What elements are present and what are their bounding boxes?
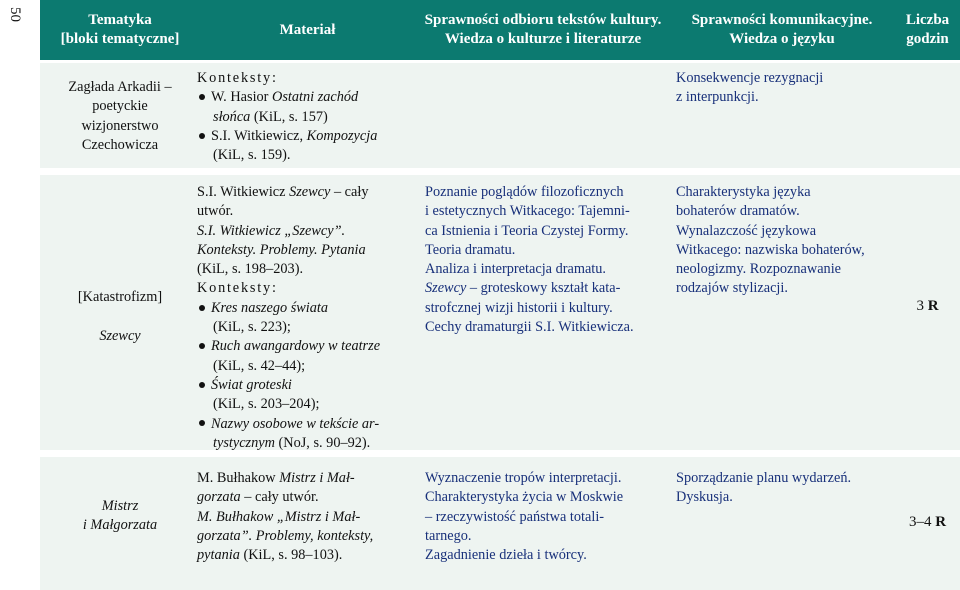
- bullet-icon: [199, 133, 205, 139]
- header-komunikacja: Sprawności komunikacyjne. Wiedza o języku: [691, 12, 873, 47]
- page-number: 50: [7, 7, 23, 22]
- bullet-icon: [199, 343, 205, 349]
- bullet-icon: [199, 94, 205, 100]
- row-hours: 3–4 R: [908, 514, 947, 530]
- header-odbior: Sprawności odbioru tekstów kultury. Wiedza o kulturze i literaturze: [424, 12, 662, 47]
- row-hours: 3 R: [916, 298, 939, 314]
- row-reception: Wyznaczenie tropów interpretacji. Charakterystyka życia w Moskwie – rzeczywistość państwa totali- tarnego. Zagadnienie dzieła i twórcy.: [425, 470, 624, 564]
- table-row: [40, 175, 960, 450]
- header-godziny: Liczba godzin: [905, 12, 950, 47]
- row-communication: Charakterystyka języka bohaterów dramatów. Wynalazczość językowa Witkacego: nazwiska bohaterów, neologizmy. Rozpoznawanie rodzajów stylizacji.: [676, 184, 865, 297]
- row-material: S.I. Witkiewicz Szewcy – cały utwór. S.I. Witkiewicz „Szewcy”. Konteksty. Problemy. Pytania (KiL, s. 198–203). Konteksty: Kres naszego świata (KiL, s. 223); Ruch awangardowy w teatrze (KiL, s. 42–44); Świat groteski (KiL, s. 203–204); Nazwy osobowe w tekście ar- tystycznym (NoJ, s. 90–92).: [197, 184, 381, 451]
- bullet-icon: [199, 420, 205, 426]
- bullet-icon: [199, 382, 205, 388]
- table-row: [40, 457, 960, 590]
- row-reception: Poznanie poglądów filozoficznych i estetycznych Witkacego: Tajemni- ca Istnienia i Teoria Czystej Formy. Teoria dramatu. Analiza i interpretacja dramatu. Szewcy – groteskowy kształt kata- strofcznej wizji historii i kultury. Cechy dramaturgii S.I. Witkiewicza.: [425, 184, 634, 336]
- header-tematyka: Tematyka [bloki tematyczne]: [60, 12, 180, 47]
- table-row: [40, 63, 960, 168]
- row-communication: Konsekwencje rezygnacji z interpunkcji.: [676, 70, 824, 106]
- row-communication: Sporządzanie planu wydarzeń. Dyskusja.: [676, 470, 852, 506]
- row-material: Konteksty: W. Hasior Ostatni zachód słońca (KiL, s. 157) S.I. Witkiewicz, Kompozycja (KiL, s. 159).: [197, 70, 378, 164]
- row-topic: Zagłada Arkadii – poetyckie wizjonerstwo Czechowicza: [68, 79, 172, 153]
- header-material: Materiał: [279, 22, 336, 38]
- bullet-icon: [199, 305, 205, 311]
- table-header: [40, 0, 960, 60]
- row-topic: Mistrz i Małgorzata: [82, 498, 158, 534]
- row-material: M. Bułhakow Mistrz i Mał- gorzata – cały utwór. M. Bułhakow „Mistrz i Mał- gorzata”. Problemy, konteksty, pytania (KiL, s. 98–103).: [197, 470, 374, 564]
- row-topic: [Katastrofizm] Szewcy: [77, 289, 163, 344]
